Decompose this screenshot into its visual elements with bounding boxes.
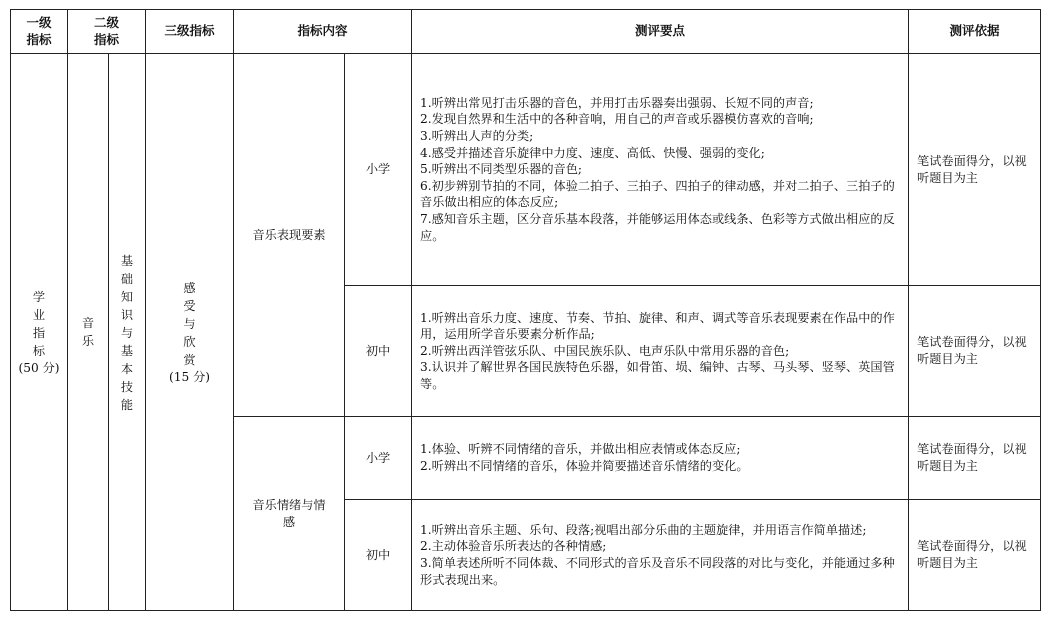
points-cell: 1.听辨出音乐力度、速度、节奏、节拍、旋律、和声、调式等音乐表现要素在作品中的作用，运用所学音乐要素分析作品; 2.听辨出西洋管弦乐队、中国民族乐队、电声乐队中常用乐器的音色; 3.认识并了解世界各国民族特色乐器，如骨笛、埙、编钟、古琴、马头琴、竖琴、英国管等。 bbox=[412, 286, 909, 417]
header-points: 测评要点 bbox=[412, 10, 909, 54]
stage-cell: 初中 bbox=[345, 500, 412, 611]
content-cell bbox=[234, 417, 345, 611]
level2b-cell bbox=[109, 54, 146, 611]
level1-cell bbox=[11, 54, 68, 611]
basis-cell: 笔试卷面得分，以视听题目为主 bbox=[909, 286, 1041, 417]
header-level3: 三级指标 bbox=[146, 10, 234, 54]
level2b-label: 基础知识与基本技能 bbox=[120, 254, 134, 412]
level1-score: (50 分) bbox=[18, 360, 60, 375]
header-level1: 一级 指标 bbox=[11, 10, 68, 54]
header-basis: 测评依据 bbox=[909, 10, 1041, 54]
content-cell: 音乐表现要素 bbox=[234, 54, 345, 417]
stage-cell: 小学 bbox=[345, 417, 412, 500]
level1-label: 学业指标 bbox=[32, 289, 46, 358]
header-level2: 二级 指标 bbox=[68, 10, 146, 54]
basis-cell: 笔试卷面得分，以视听题目为主 bbox=[909, 500, 1041, 611]
basis-cell: 笔试卷面得分，以视听题目为主 bbox=[909, 417, 1041, 500]
header-content: 指标内容 bbox=[234, 10, 412, 54]
content-label: 音乐情绪与情感 bbox=[252, 497, 326, 529]
level3-cell bbox=[146, 54, 234, 611]
points-cell: 1.听辨出音乐主题、乐句、段落;视唱出部分乐曲的主题旋律，并用语言作简单描述; 2.主动体验音乐所表达的各种情感; 3.简单表述所听不同体裁、不同形式的音乐及音乐不同段落的对比与变化，并能通过多种形式表现出来。 bbox=[412, 500, 909, 611]
header-row bbox=[11, 10, 1041, 54]
evaluation-table bbox=[10, 9, 1041, 611]
level2-cell bbox=[68, 54, 109, 611]
points-cell: 1.听辨出常见打击乐器的音色，并用打击乐器奏出强弱、长短不同的声音; 2.发现自然界和生活中的各种音响，用自己的声音或乐器模仿喜欢的音响; 3.听辨出人声的分类; 4.感受并描述音乐旋律中力度、速度、高低、快慢、强弱的变化; 5.听辨出不同类型乐器的音色; 6.初步辨别节拍的不同，体验二拍子、三拍子、四拍子的律动感，并对二拍子、三拍子的音乐做出相应的体态反应; 7.感知音乐主题，区分音乐基本段落，并能够运用体态或线条、色彩等方式做出相应的反应。 bbox=[412, 54, 909, 286]
level3-label: 感受与欣赏 bbox=[183, 280, 196, 367]
level3-score: (15 分) bbox=[168, 369, 211, 384]
level2-label: 音乐 bbox=[81, 316, 95, 348]
points-cell: 1.体验、听辨不同情绪的音乐，并做出相应表情或体态反应; 2.听辨出不同情绪的音乐，体验并简要描述音乐情绪的变化。 bbox=[412, 417, 909, 500]
stage-cell: 小学 bbox=[345, 54, 412, 286]
table-row bbox=[11, 54, 1041, 286]
stage-cell: 初中 bbox=[345, 286, 412, 417]
basis-cell: 笔试卷面得分，以视听题目为主 bbox=[909, 54, 1041, 286]
